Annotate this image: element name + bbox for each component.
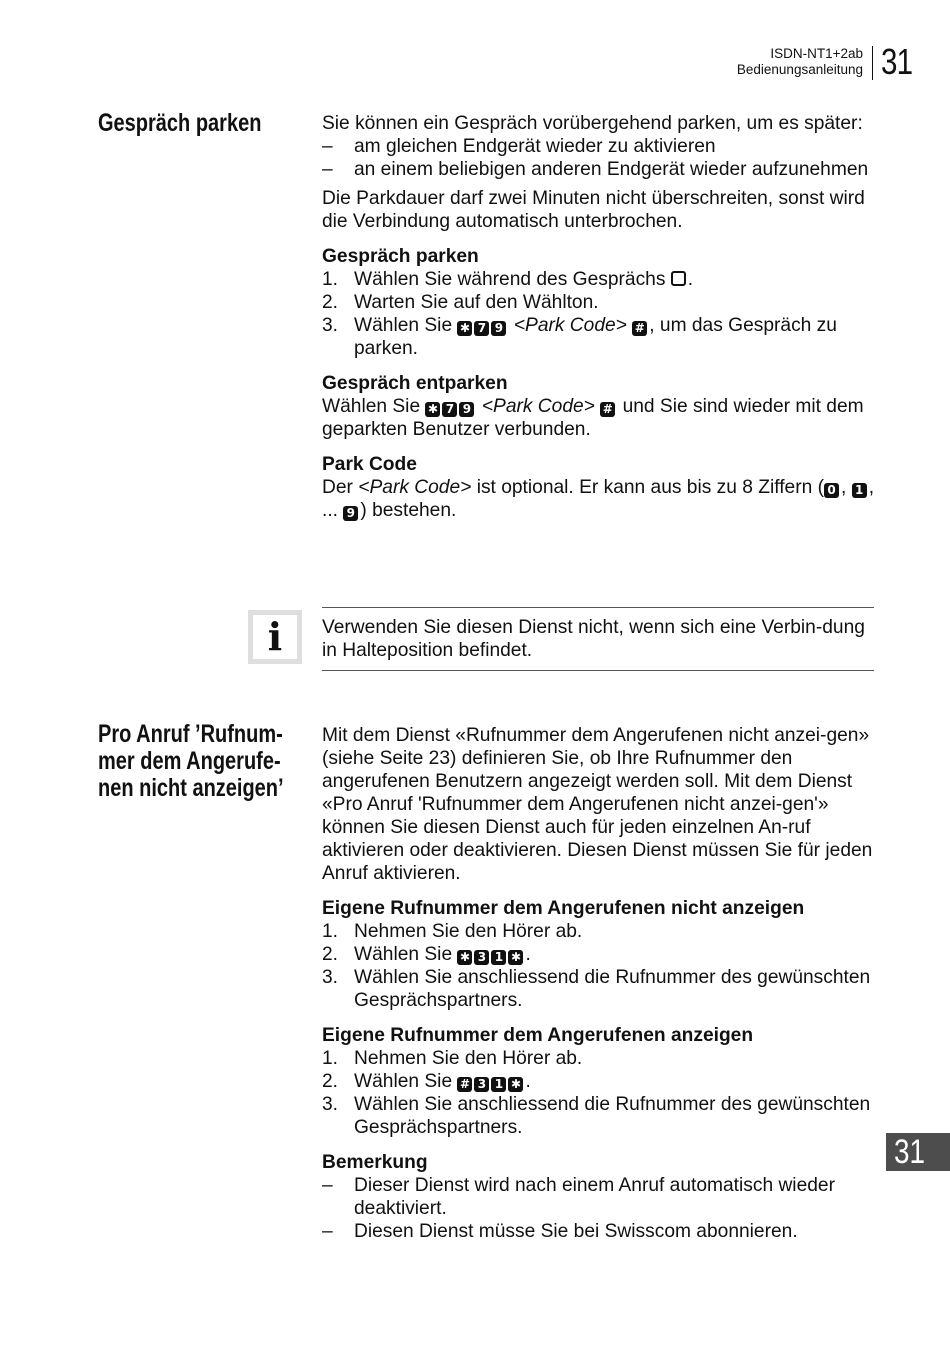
hash-key-icon: # [600,402,615,417]
list-item: 1. Wählen Sie während des Gesprächs . [322,269,694,290]
key-0-icon: 0 [824,483,839,498]
key-9-icon: 9 [491,321,506,336]
list-item: 1. Nehmen Sie den Hörer ab. [322,921,583,942]
subheading-park-code: Park Code [322,454,417,475]
park-intro: Sie können ein Gespräch vorübergehend parken, um es später: [322,113,863,134]
list-item: – Diesen Dienst müsse Sie bei Swisscom abonnieren. [322,1221,798,1242]
key-3-icon: 3 [474,1077,489,1092]
hash-key-icon: # [632,321,647,336]
key-1-icon: 1 [491,950,506,965]
list-item: 2. Warten Sie auf den Wählton. [322,292,599,313]
info-icon: i [248,610,302,664]
list-item: 3. Wählen Sie ✱ 7 9 <Park Code> # , um das Gespräch zu parken. [322,315,837,359]
list-item: – an einem beliebigen anderen Endgerät wieder aufzunehmen [322,159,869,180]
unpark-text: Wählen Sie ✱ 7 9 <Park Code> # und Sie sind wieder mit dem geparkten Benutzer verbunden. [322,396,864,440]
key-7-icon: 7 [442,402,457,417]
header-divider [872,46,873,80]
subheading-remark: Bemerkung [322,1152,428,1173]
flash-key-icon [671,271,686,286]
note-bottom-rule [322,670,874,671]
key-1-icon: 1 [491,1077,506,1092]
key-9-icon: 9 [343,506,358,521]
page-tab: 31 [886,1133,950,1171]
list-item: – am gleichen Endgerät wieder zu aktivieren [322,136,716,157]
hash-key-icon: # [457,1077,472,1092]
section-body-park [322,112,882,522]
list-item: 3. Wählen Sie anschliessend die Rufnummer des gewünschten Gesprächspartners. [322,967,871,1011]
subheading-unpark: Gespräch entparken [322,373,508,394]
list-item: 2. Wählen Sie ✱ 3 1 ✱ . [322,944,531,965]
subheading-show-number: Eigene Rufnummer dem Angerufenen anzeigen [322,1025,754,1046]
product-name: ISDN-NT1+2ab [770,46,863,61]
star-key-icon: ✱ [457,950,472,965]
star-key-icon: ✱ [425,402,440,417]
section-body-hide-number [322,724,878,1243]
subheading-hide-number: Eigene Rufnummer dem Angerufenen nicht anzeigen [322,898,805,919]
note-text: Verwenden Sie diesen Dienst nicht, wenn sich eine Verbin-dung in Halteposition befindet. [322,617,865,661]
page-number: 31 [881,41,913,82]
park-duration: Die Parkdauer darf zwei Minuten nicht überschreiten, sonst wird die Verbindung automatisch unterbrochen. [322,188,865,232]
star-key-icon: ✱ [457,321,472,336]
star-key-icon: ✱ [508,950,523,965]
list-item: 2. Wählen Sie # 3 1 ✱ . [322,1071,531,1092]
star-key-icon: ✱ [508,1077,523,1092]
section-heading-park: Gespräch parken [98,109,262,137]
hide-number-intro: Mit dem Dienst «Rufnummer dem Angerufenen nicht anzei-gen» (siehe Seite 23) definieren Sie, ob Ihre Rufnummer den angerufenen Benutzern angezeigt werden soll. Mit dem Dienst «Pro Anruf 'Rufnummer dem Angerufenen nicht anzei-gen'» können Sie diesen Dienst auch für jeden einzelnen An-ruf aktivieren oder deaktivieren. Diesen Dienst müssen Sie für jeden Anruf aktivieren. [322,725,873,884]
key-3-icon: 3 [474,950,489,965]
key-1-icon: 1 [852,483,867,498]
list-item: 3. Wählen Sie anschliessend die Rufnummer des gewünschten Gesprächspartners. [322,1094,871,1138]
running-header [737,46,863,78]
section-heading-hide-number: Pro Anruf ’Rufnum-mer dem Angerufe-nen nicht anzeigen’ [98,720,284,802]
list-item: 1. Nehmen Sie den Hörer ab. [322,1048,583,1069]
park-code-text: Der <Park Code> ist optional. Er kann aus bis zu 8 Ziffern ( 0 , 1 , ... 9 ) bestehen. [322,477,875,521]
subheading-park: Gespräch parken [322,246,479,267]
key-7-icon: 7 [474,321,489,336]
key-9-icon: 9 [459,402,474,417]
manual-name: Bedienungsanleitung [736,62,863,77]
note-top-rule [322,607,874,608]
list-item: – Dieser Dienst wird nach einem Anruf automatisch wieder deaktiviert. [322,1175,835,1219]
